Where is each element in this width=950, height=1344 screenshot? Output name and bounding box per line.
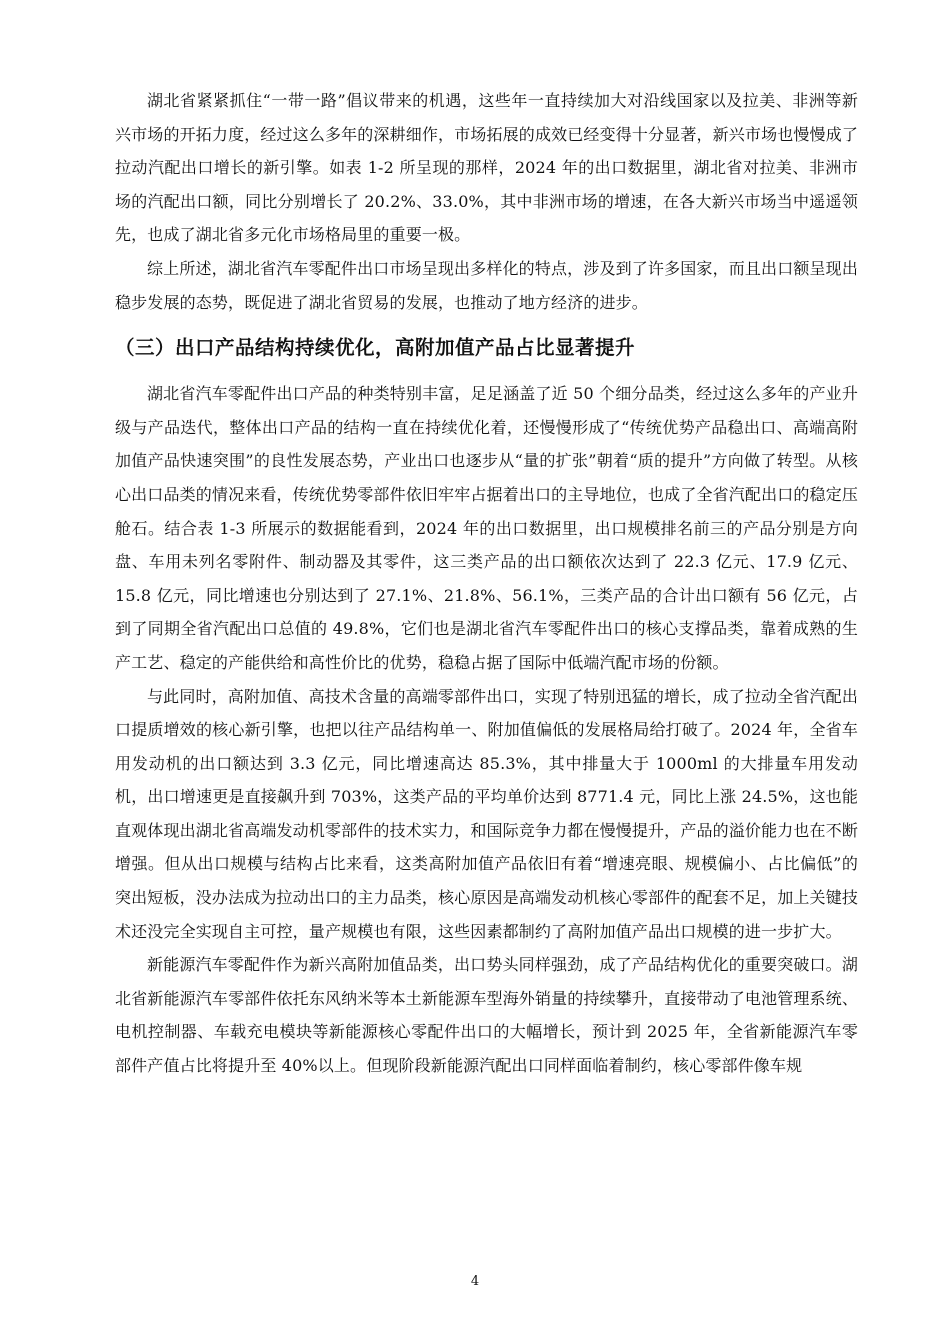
section-heading: （三）出口产品结构持续优化，高附加值产品占比显著提升 [115,336,636,360]
body-paragraph: 综上所述，湖北省汽车零配件出口市场呈现出多样化的特点，涉及到了许多国家，而且出口额呈现出稳步发展的态势，既促进了湖北省贸易的发展，也推动了地方经济的进步。 [115,258,858,312]
body-paragraph: 新能源汽车零配件作为新兴高附加值品类，出口势头同样强劲，成了产品结构优化的重要突破口。湖北省新能源汽车零部件依托东风纳米等本土新能源车型海外销量的持续攀升，直接带动了电池管理系统、电机控制器、车载充电模块等新能源核心零配件出口的大幅增长，预计到 2025 年，全省新能源汽车零部件产值占比将提升至 40%以上。但现阶段新能源汽配出口同样面临着制约，核心零部件像车规 [115,955,858,1076]
page-number: 4 [470,1274,480,1289]
document-body [115,84,858,1083]
body-paragraph: 湖北省紧紧抓住“一带一路”倡议带来的机遇，这些年一直持续加大对沿线国家以及拉美、非洲等新兴市场的开拓力度，经过这么多年的深耕细作，市场拓展的成效已经变得十分显著，新兴市场也慢慢成了拉动汽配出口增长的新引擎。如表 1-2 所呈现的那样，2024 年的出口数据里，湖北省对拉美、非洲市场的汽配出口额，同比分别增长了 20.2%、33.0%，其中非洲市场的增速，在各大新兴市场当中遥遥领先，也成了湖北省多元化市场格局里的重要一极。 [115,91,858,245]
body-paragraph: 与此同时，高附加值、高技术含量的高端零部件出口，实现了特别迅猛的增长，成了拉动全省汽配出口提质增效的核心新引擎，也把以往产品结构单一、附加值偏低的发展格局给打破了。2024 年，全省车用发动机的出口额达到 3.3 亿元，同比增速高达 85.3%，其中排量大于 1000ml 的大排量车用发动机，出口增速更是直接飙升到 703%，这类产品的平均单价达到 8771.4 元，同比上涨 24.5%，这也能直观体现出湖北省高端发动机零部件的技术实力，和国际竞争力都在慢慢提升，产品的溢价能力也在不断增强。但从出口规模与结构占比来看，这类高附加值产品依旧有着“增速亮眼、规模偏小、占比偏低”的突出短板，没办法成为拉动出口的主力品类，核心原因是高端发动机核心零部件的配套不足，加上关键技术还没完全实现自主可控，量产规模也有限，这些因素都制约了高附加值产品出口规模的进一步扩大。 [115,686,858,941]
body-paragraph: 湖北省汽车零配件出口产品的种类特别丰富，足足涵盖了近 50 个细分品类，经过这么多年的产业升级与产品迭代，整体出口产品的结构一直在持续优化着，还慢慢形成了“传统优势产品稳出口、高端高附加值产品快速突围”的良性发展态势，产业出口也逐步从“量的扩张”朝着“质的提升”方向做了转型。从核心出口品类的情况来看，传统优势零部件依旧牢牢占据着出口的主导地位，也成了全省汽配出口的稳定压舱石。结合表 1-3 所展示的数据能看到，2024 年的出口数据里，出口规模排名前三的产品分别是方向盘、车用未列名零附件、制动器及其零件，这三类产品的出口额依次达到了 22.3 亿元、17.9 亿元、15.8 亿元，同比增速也分别达到了 27.1%、21.8%、56.1%，三类产品的合计出口额有 56 亿元，占到了同期全省汽配出口总值的 49.8%，它们也是湖北省汽车零配件出口的核心支撑品类，靠着成熟的生产工艺、稳定的产能供给和高性价比的优势，稳稳占据了国际中低端汽配市场的份额。 [115,384,858,672]
